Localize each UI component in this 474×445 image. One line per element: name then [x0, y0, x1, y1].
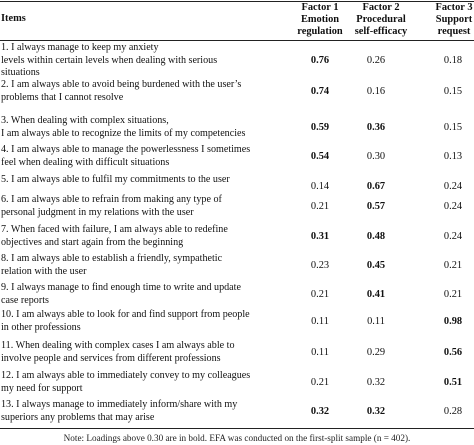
- factor-3-loading: 0.51: [443, 377, 463, 388]
- item-text: 7. When faced with failure, I am always able to redefine objectives and start again from the beginning: [1, 224, 228, 248]
- factor-3-loading: 0.24: [443, 201, 463, 212]
- table-row: [0, 224, 474, 250]
- items-header: Items: [1, 13, 26, 24]
- header-rule: [0, 40, 474, 41]
- item-text: 13. I always manage to immediately inform/share with my superiors any problems that may arise: [1, 399, 238, 423]
- factor-2-header: [343, 2, 419, 38]
- item-text: 11. When dealing with complex cases I am always able to involve people and services from different professions: [1, 340, 235, 364]
- item-text: 6. I am always able to refrain from making any type of personal judgment in my relations with the user: [1, 194, 222, 218]
- factor-1-loading: 0.32: [310, 406, 330, 417]
- factor-3-loading: 0.28: [443, 406, 463, 417]
- item-text: 8. I am always able to establish a friendly, sympathetic relation with the user: [1, 253, 223, 277]
- factor-2-loading: 0.48: [366, 231, 386, 242]
- item-text: 12. I am always able to immediately convey to my colleagues my need for support: [1, 370, 251, 394]
- factor-1-loading: 0.11: [311, 316, 329, 327]
- factor-2-loading: 0.16: [366, 86, 386, 97]
- factor-3-sub-2: request: [437, 26, 471, 37]
- table-row: [0, 194, 474, 220]
- bottom-rule: [0, 428, 474, 429]
- factor-2-sub-1: Procedural: [356, 14, 406, 25]
- factor-2-loading: 0.36: [366, 122, 386, 133]
- factor-2-loading: 0.45: [366, 260, 386, 271]
- item-text: 4. I am always able to manage the powerlessness I sometimes feel when dealing with difficult situations: [1, 144, 251, 168]
- factor-1-loading: 0.59: [310, 122, 330, 133]
- factor-1-loading: 0.74: [310, 86, 330, 97]
- item-text: 3. When dealing with complex situations, I am always able to recognize the limits of my competencies: [1, 115, 246, 139]
- factor-2-loading: 0.30: [366, 151, 386, 162]
- factor-1-sub-1: Emotion: [300, 14, 340, 25]
- table-row: [0, 115, 474, 141]
- factor-1-title: Factor 1: [301, 2, 339, 13]
- table-row: [0, 253, 474, 279]
- table-row: [0, 79, 474, 105]
- factor-2-loading: 0.57: [366, 201, 386, 212]
- factor-3-loading: 0.24: [443, 181, 463, 192]
- factor-2-loading: 0.41: [366, 289, 386, 300]
- table-row: [0, 399, 474, 425]
- factor-3-loading: 0.21: [443, 260, 463, 271]
- table-note: Note: Loadings above 0.30 are in bold. EFA was conducted on the first-split sample (n = 402).: [63, 433, 411, 443]
- factor-3-loading: 0.56: [443, 347, 463, 358]
- factor-1-loading: 0.21: [310, 201, 330, 212]
- factor-3-loading: 0.21: [443, 289, 463, 300]
- factor-2-loading: 0.32: [366, 377, 386, 388]
- factor-1-loading: 0.11: [311, 347, 329, 358]
- factor-2-loading: 0.29: [366, 347, 386, 358]
- factor-2-title: Factor 2: [362, 2, 400, 13]
- factor-3-header: [424, 2, 474, 38]
- factor-2-loading: 0.26: [366, 55, 386, 66]
- factor-1-loading: 0.76: [310, 55, 330, 66]
- factor-3-loading: 0.98: [443, 316, 463, 327]
- factor-3-loading: 0.18: [443, 55, 463, 66]
- factor-2-sub-2: self-efficacy: [354, 26, 408, 37]
- factor-1-loading: 0.31: [310, 231, 330, 242]
- factor-1-sub-2: regulation: [297, 26, 343, 37]
- factor-1-loading: 0.21: [310, 377, 330, 388]
- item-text: 5. I am always able to fulfil my commitments to the user: [1, 174, 230, 185]
- factor-2-loading: 0.11: [367, 316, 385, 327]
- factor-1-loading: 0.21: [310, 289, 330, 300]
- factor-3-title: Factor 3: [435, 2, 473, 13]
- item-text: 2. I am always able to avoid being burdened with the user’s problems that I cannot resolve: [1, 79, 242, 103]
- table-row: [0, 340, 474, 366]
- table-row: [0, 42, 474, 79]
- factor-1-loading: 0.14: [310, 181, 330, 192]
- item-text: 1. I always manage to keep my anxiety levels within certain levels when dealing with serious situations: [1, 42, 218, 79]
- item-text: 10. I am always able to look for and find support from people in other professions: [1, 309, 250, 333]
- factor-3-loading: 0.15: [443, 122, 463, 133]
- item-text: 9. I always manage to find enough time to write and update case reports: [1, 282, 241, 306]
- factor-3-loading: 0.13: [443, 151, 463, 162]
- table-row: [0, 370, 474, 396]
- factor-3-loading: 0.24: [443, 231, 463, 242]
- factor-3-loading: 0.15: [443, 86, 463, 97]
- table-row: [0, 282, 474, 308]
- factor-2-loading: 0.32: [366, 406, 386, 417]
- factor-1-loading: 0.23: [310, 260, 330, 271]
- factor-1-loading: 0.54: [310, 151, 330, 162]
- factor-2-loading: 0.67: [366, 181, 386, 192]
- factor-3-sub-1: Support: [435, 14, 473, 25]
- table-row: [0, 144, 474, 170]
- table-row: [0, 309, 474, 335]
